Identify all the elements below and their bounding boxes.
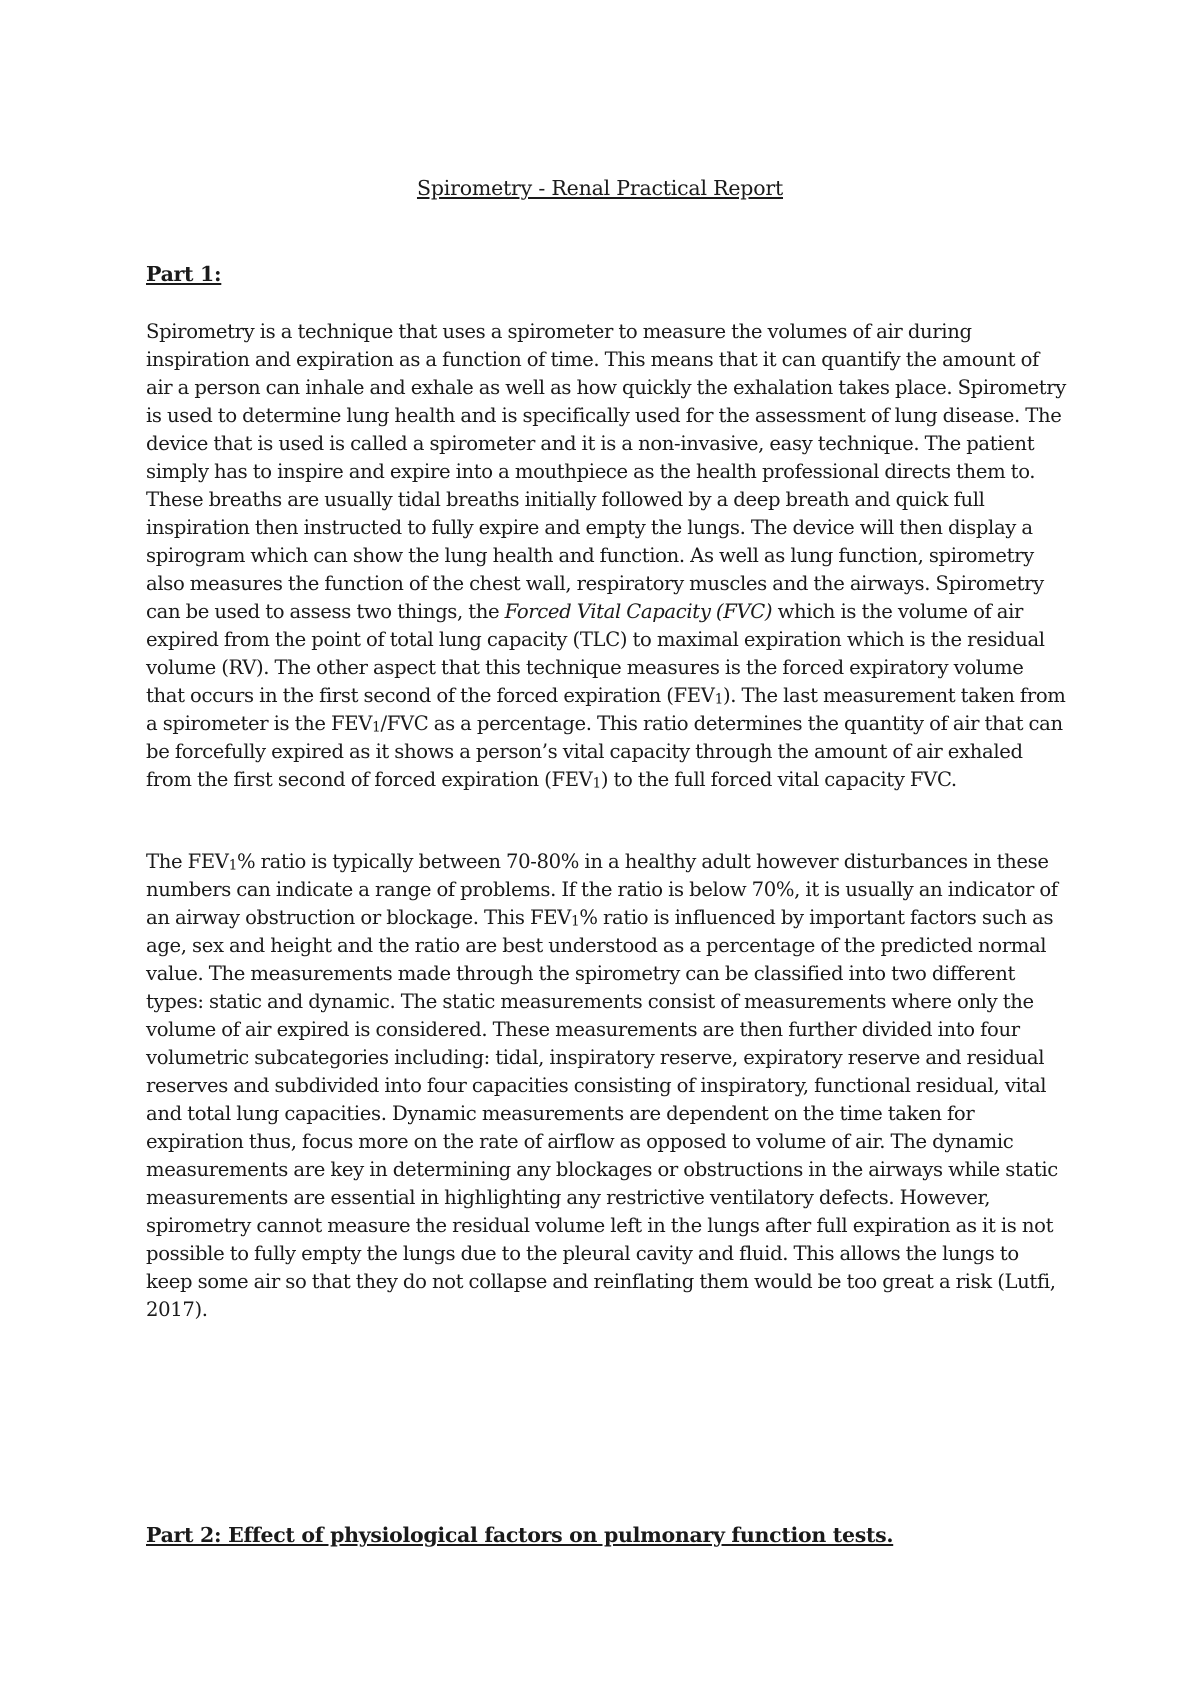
p2-text-a: The FEV [146,850,229,873]
p1-subscript-2: 1 [372,719,381,736]
part1-heading: Part 1: [146,262,222,286]
p1-text-a: Spirometry is a technique that uses a spirometer to measure the volumes of air during inspiration and expiration as a function of time. This means that it can quantify the amount of air a person can inhale and exhale as well as how quickly the exhalation takes place. Spirometry is used to determine lung health and is specifically used for the assessment of lung disease. The device that is used is called a spirometer and it is a non-invasive, easy technique. The patient simply has to inspire and expire into a mouthpiece as the health professional directs them to. These breaths are usually tidal breaths initially followed by a deep breath and quick full inspiration then instructed to fully expire and empty the lungs. The device will then display a spirogram which can show the lung health and function. As well as lung function, spirometry also measures the function of the chest wall, respiratory muscles and the airways. Spirometry can be used to assess two things, the [146,320,1066,623]
p1-text-c: ). The last measurement taken from a spirometer is the FEV [146,684,1066,735]
part1-paragraph-1 [146,318,1066,794]
p2-subscript-1: 1 [228,857,238,874]
p1-text-e: ) to the full forced vital capacity FVC. [600,768,957,791]
document-title: Spirometry - Renal Practical Report [416,176,783,200]
p2-text-b: % ratio is typically between 70-80% in a healthy adult however disturbances in these numbers can indicate a range of problems. If the ratio is below 70%, it is usually an indicator of an airway obstruction or blockage. This FEV [146,850,1058,929]
p1-subscript-1: 1 [714,691,723,708]
part2-heading: Part 2: Effect of physiological factors on pulmonary function tests. [146,1523,894,1547]
p2-text-c: % ratio is influenced by important factors such as age, sex and height and the ratio are best understood as a percentage of the predicted normal value. The measurements made through the spirometry can be classified into two different types: static and dynamic. The static measurements consist of measurements where only the volume of air expired is considered. These measurements are then further divided into four volumetric subcategories including: tidal, inspiratory reserve, expiratory reserve and residual reserves and subdivided into four capacities consisting of inspiratory, functional residual, vital and total lung capacities. Dynamic measurements are dependent on the time taken for expiration thus, focus more on the rate of airflow as opposed to volume of air. The dynamic measurements are key in determining any blockages or obstructions in the airways while static measurements are essential in highlighting any restrictive ventilatory defects. However, spirometry cannot measure the residual volume left in the lungs after full expiration as it is not possible to fully empty the lungs due to the pleural cavity and fluid. This allows the lungs to keep some air so that they do not collapse and reinflating them would be too great a risk (Lutfi, 2017). [146,906,1058,1321]
part1-paragraph-2 [146,848,1066,1324]
p1-italic-fvc: Forced Vital Capacity (FVC) [504,600,773,623]
p2-subscript-2: 1 [570,913,580,930]
p1-text-b: which is the volume of air expired from the point of total lung capacity (TLC) to maximal expiration which is the residual volume (RV). The other aspect that this technique measures is the forced expiratory volume that occurs in the first second of the forced expiration (FEV [146,600,1045,707]
p1-subscript-3: 1 [592,775,601,792]
p1-text-d: /FVC as a percentage. This ratio determines the quantity of air that can be forcefully expired as it shows a person’s vital capacity through the amount of air exhaled from the first second of forced expiration (FEV [146,712,1063,791]
